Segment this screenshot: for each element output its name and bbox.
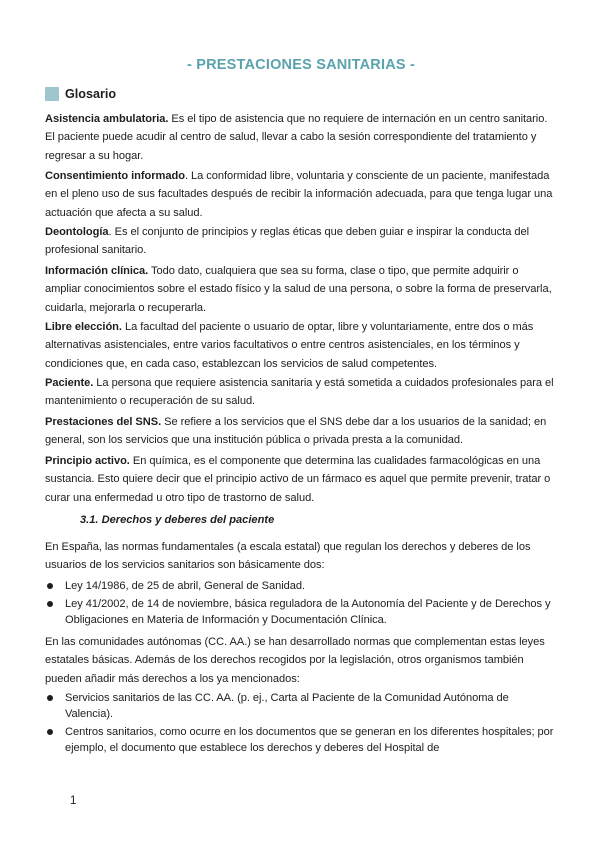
list-item-text: Ley 14/1986, de 25 de abril, General de Sanidad. <box>65 580 305 592</box>
glossary-definition: Todo dato, cualquiera que sea su forma, clase o tipo, que permite adquirir o ampliar conocimientos sobre el estado físico y la salud de una persona, o sobre la forma de preservarla, cuidarla, mejorarla o recuperarla. <box>45 265 552 314</box>
bullet-icon <box>47 695 53 701</box>
page-number: 1 <box>70 795 77 807</box>
glossary-entry <box>45 452 557 507</box>
list-item-text: Ley 41/2002, de 14 de noviembre, básica reguladora de la Autonomía del Paciente y de Derechos y Obligaciones en Materia de Información y Documentación Clínica. <box>65 598 551 626</box>
glossary-definition: Se refiere a los servicios que el SNS debe dar a los usuarios de la sanidad; en general, son los servicios que una institución pública o privada presta a la comunidad. <box>45 416 547 447</box>
glossary-definition: Es el tipo de asistencia que no requiere de internación en un centro sanitario. El paciente puede acudir al centro de salud, llevar a cabo la sesión correspondiente del tratamiento y regresar a su hogar. <box>45 113 548 162</box>
glossary-term: Libre elección. <box>45 321 122 333</box>
list-item <box>45 690 557 722</box>
bullet-icon <box>47 583 53 589</box>
bullet-icon <box>47 729 53 735</box>
glossary-term: Deontología <box>45 226 109 238</box>
glossary-square-icon <box>45 87 59 101</box>
list-item-text: Servicios sanitarios de las CC. AA. (p. ej., Carta al Paciente de la Comunidad Autónoma de Valencia). <box>65 692 509 720</box>
glossary-term: Asistencia ambulatoria. <box>45 113 169 125</box>
section-heading: 3.1. Derechos y deberes del paciente <box>80 514 275 526</box>
glossary-definition: . La conformidad libre, voluntaria y consciente de un paciente, manifestada en el pleno uso de sus facultades después de recibir la información adecuada, para que tenga lugar una actuación que afecta a su salud. <box>45 170 553 219</box>
list-item <box>45 596 557 628</box>
bullet-icon <box>47 601 53 607</box>
list-item <box>45 578 557 594</box>
glossary-definition: En química, es el componente que determina las cualidades farmacológicas en una sustancia. Esto quiere decir que el principio activo de un fármaco es aquel que permite prevenir, tratar o curar una enfermedad u otro tipo de trastorno de salud. <box>45 455 551 504</box>
intro-paragraph: En España, las normas fundamentales (a escala estatal) que regulan los derechos y deberes de los usuarios de los servicios sanitarios son básicamente dos: <box>45 541 531 572</box>
glossary-entry <box>45 374 557 411</box>
glossary-entry <box>45 413 557 450</box>
laws-list <box>45 578 557 630</box>
glossary-definition: La facultad del paciente o usuario de optar, libre y voluntariamente, entre dos o más alternativas asistenciales, entre varios facultativos o entre centros asistenciales, en los términos y condiciones que, en cada caso, establezcan los servicios de salud competentes. <box>45 321 534 370</box>
glossary-entry <box>45 223 557 260</box>
glossary-heading-text: Glosario <box>65 87 117 101</box>
glossary-heading <box>45 86 116 102</box>
glossary-term: Información clínica. <box>45 265 149 277</box>
glossary-term: Principio activo. <box>45 455 130 467</box>
glossary-entry <box>45 110 557 165</box>
glossary-entry <box>45 262 557 317</box>
glossary-definition: La persona que requiere asistencia sanitaria y está sometida a cuidados profesionales para el mantenimiento o recuperación de su salud. <box>45 377 554 408</box>
list-item <box>45 724 557 756</box>
glossary-term: Prestaciones del SNS. <box>45 416 162 428</box>
glossary-definition: . Es el conjunto de principios y reglas éticas que deben guiar e inspirar la conducta del profesional sanitario. <box>45 226 529 257</box>
glossary-term: Consentimiento informado <box>45 170 185 182</box>
glossary-entry <box>45 318 557 373</box>
glossary-entry <box>45 167 557 222</box>
glossary-term: Paciente. <box>45 377 94 389</box>
sources-list <box>45 690 557 758</box>
page-title: - PRESTACIONES SANITARIAS - <box>186 57 415 73</box>
ccaa-paragraph: En las comunidades autónomas (CC. AA.) se han desarrollado normas que complementan estas leyes estatales básicas. Además de los derechos recogidos por la legislación, otros organismos también pueden añadir más derechos a los ya mencionados: <box>45 636 545 685</box>
list-item-text: Centros sanitarios, como ocurre en los documentos que se generan en los diferentes hospitales; por ejemplo, el documento que establece los derechos y deberes del Hospital de <box>65 726 554 754</box>
